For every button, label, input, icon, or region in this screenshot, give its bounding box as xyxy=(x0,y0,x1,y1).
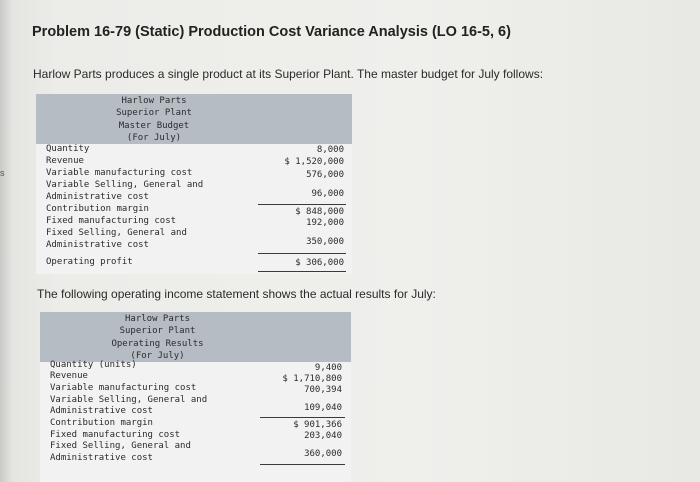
header-line: (For July) xyxy=(126,132,182,143)
header-line: Harlow Parts xyxy=(124,314,191,324)
row-value: 576,000 xyxy=(306,170,344,180)
row-value: 9,400 xyxy=(314,363,342,373)
row-value: 109,040 xyxy=(304,403,342,413)
master-budget-table xyxy=(36,94,352,274)
row-value: 192,000 xyxy=(306,218,344,228)
row-value: $ 1,710,800 xyxy=(282,374,342,384)
row-value: $ 848,000 xyxy=(295,207,344,217)
intro-text: Harlow Parts produces a single product at its Superior Plant. The master budget for July follows: xyxy=(33,67,544,81)
row-label: Administrative cost xyxy=(50,453,153,463)
problem-title: Problem 16-79 (Static) Production Cost Variance Analysis (LO 16-5, 6) xyxy=(32,24,511,40)
row-label: Variable manufacturing cost xyxy=(46,168,193,178)
row-label: Administrative cost xyxy=(46,240,149,250)
header-line: Superior Plant xyxy=(116,108,192,119)
row-label: Administrative cost xyxy=(46,192,149,202)
row-value: 96,000 xyxy=(311,189,344,199)
row-value: 350,000 xyxy=(306,237,344,247)
row-label: Fixed Selling, General and xyxy=(50,441,191,451)
edge-mark: s xyxy=(0,168,5,178)
table-header xyxy=(36,94,352,144)
header-line: Harlow Parts xyxy=(121,96,187,106)
row-label: Contribution margin xyxy=(50,418,153,428)
row-label: Variable Selling, General and xyxy=(46,180,204,190)
left-edge-panel xyxy=(0,0,12,482)
row-value: 203,040 xyxy=(304,431,342,441)
row-label: Quantity xyxy=(46,144,90,154)
row-value: $ 901,366 xyxy=(293,420,342,430)
row-label: Contribution margin xyxy=(46,204,149,214)
table-header xyxy=(40,312,351,362)
subtotal-rule xyxy=(260,464,345,465)
row-label: Variable manufacturing cost xyxy=(50,383,197,393)
row-label: Fixed manufacturing cost xyxy=(50,430,181,440)
row-label: Revenue xyxy=(46,156,84,166)
subtotal-rule xyxy=(258,204,346,205)
subtotal-rule xyxy=(260,417,345,418)
row-value: 8,000 xyxy=(316,145,344,155)
header-line: (For July) xyxy=(130,350,185,361)
header-line: Operating Results xyxy=(111,338,204,349)
subtotal-rule xyxy=(258,253,346,254)
row-label: Fixed manufacturing cost xyxy=(46,216,177,226)
row-label: Variable Selling, General and xyxy=(50,395,208,405)
operating-results-table xyxy=(40,312,351,482)
row-value: $ 306,000 xyxy=(295,258,344,268)
total-rule xyxy=(258,271,346,272)
row-label: Administrative cost xyxy=(50,406,153,416)
row-label: Quantity (units) xyxy=(50,360,137,370)
row-value: 360,000 xyxy=(304,449,342,459)
header-line: Superior Plant xyxy=(119,326,196,337)
actual-intro-text: The following operating income statement shows the actual results for July: xyxy=(37,287,436,301)
row-label: Fixed Selling, General and xyxy=(46,228,187,238)
row-label: Revenue xyxy=(50,371,88,381)
row-value: $ 1,520,000 xyxy=(284,157,344,167)
header-line: Master Budget xyxy=(118,120,190,131)
row-value: 700,394 xyxy=(304,385,342,395)
row-label: Operating profit xyxy=(46,257,133,267)
